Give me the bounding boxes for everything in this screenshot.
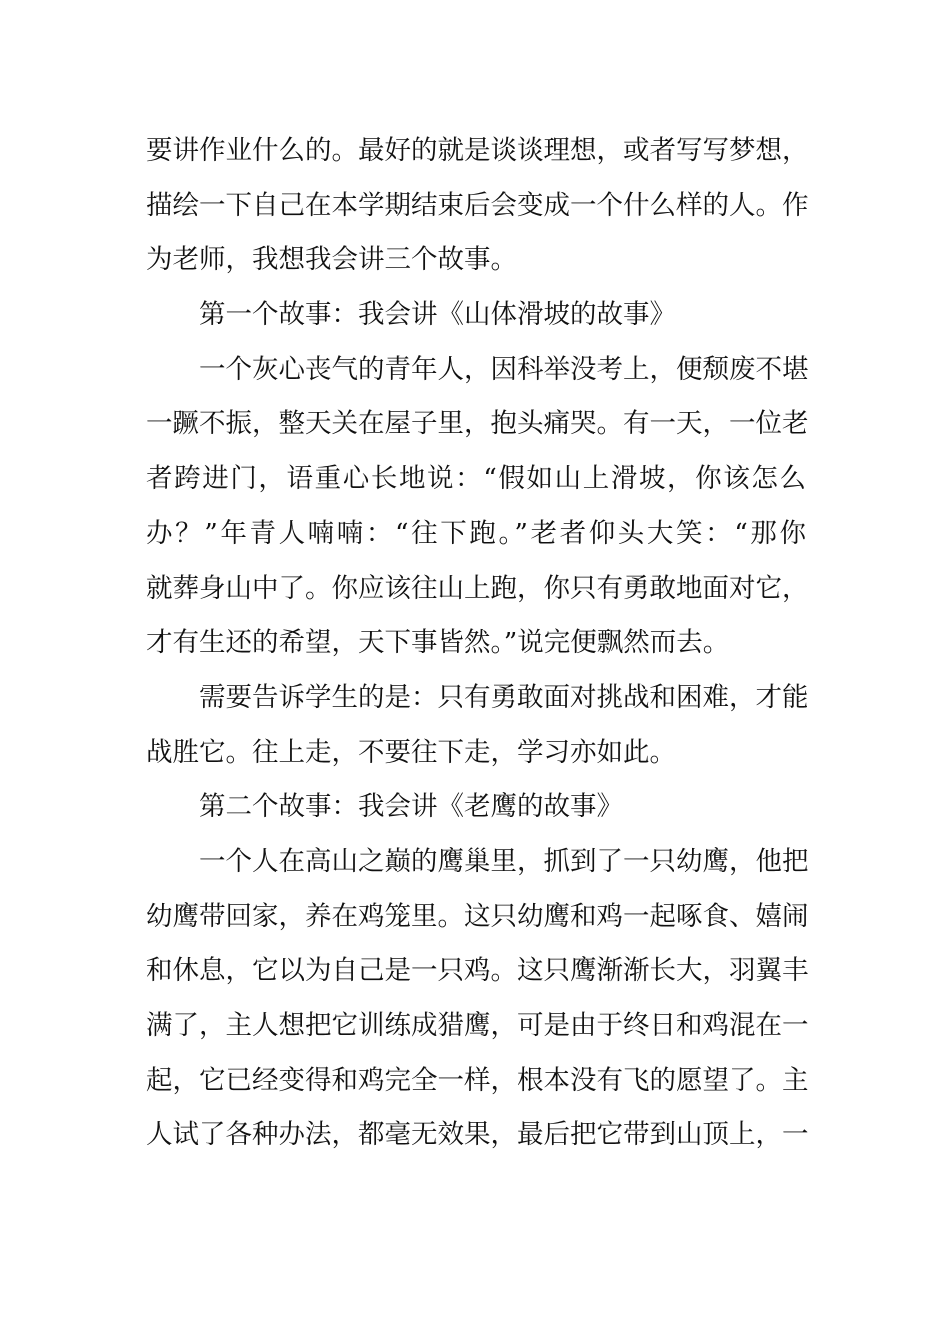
section-heading: 第一个故事：我会讲《山体滑坡的故事》 [199, 299, 676, 331]
text-line: 战胜它。往上走，不要往下走，学习亦如此。 [146, 736, 676, 768]
text-line: 才有生还的希望，天下事皆然。”说完便飘然而去。 [146, 627, 730, 659]
paragraph-first-line: 一个灰心丧气的青年人，因科举没考上，便颓废不堪 [199, 353, 809, 385]
text-line: 满了，主人想把它训练成猎鹰，可是由于终日和鸡混在一 [146, 1010, 809, 1041]
text-line: 幼鹰带回家，养在鸡笼里。这只幼鹰和鸡一起啄食、嬉闹 [146, 900, 809, 932]
text-line: 办？”年青人喃喃：“往下跑。”老者仰头大笑：“那你 [146, 517, 806, 549]
text-line: 描绘一下自己在本学期结束后会变成一个什么样的人。作 [146, 189, 809, 221]
paragraph-first-line: 一个人在高山之巅的鹰巢里，抓到了一只幼鹰，他把 [199, 845, 809, 877]
text-line: 要讲作业什么的。最好的就是谈谈理想，或者写写梦想， [146, 135, 809, 166]
text-line: 为老师，我想我会讲三个故事。 [146, 244, 517, 276]
text-line: 者跨进门，语重心长地说：“假如山上滑坡，你该怎么 [146, 463, 806, 495]
text-line: 一蹶不振，整天关在屋子里，抱头痛哭。有一天，一位老 [146, 408, 809, 440]
text-line: 就葬身山中了。你应该往山上跑，你只有勇敢地面对它， [146, 572, 809, 604]
text-line: 起，它已经变得和鸡完全一样，根本没有飞的愿望了。主 [146, 1064, 809, 1096]
section-heading: 第二个故事：我会讲《老鹰的故事》 [199, 791, 623, 823]
text-line: 和休息，它以为自己是一只鸡。这只鹰渐渐长大，羽翼丰 [146, 955, 809, 987]
document-body [146, 124, 809, 1163]
paragraph-first-line: 需要告诉学生的是：只有勇敢面对挑战和困难，才能 [199, 681, 809, 713]
text-line: 人试了各种办法，都毫无效果，最后把它带到山顶上，一 [146, 1119, 809, 1151]
